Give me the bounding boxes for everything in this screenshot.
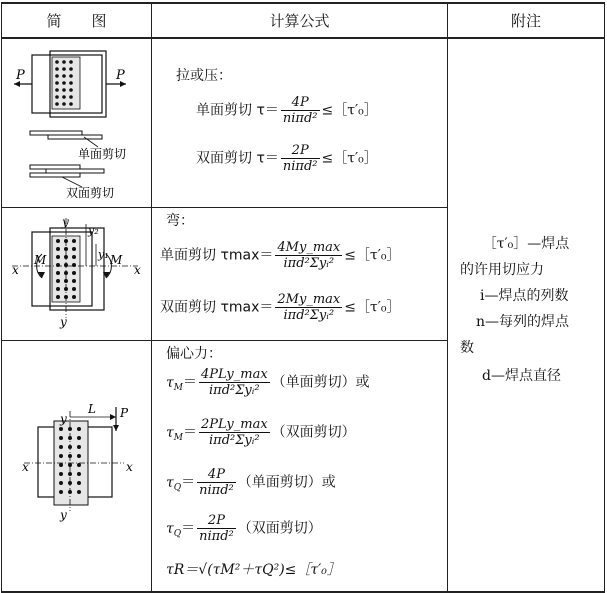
eccentric-shear-single-numerator: 4P <box>197 467 236 483</box>
axis-y-bottom: y <box>60 315 67 329</box>
bending-double-formula <box>160 292 401 323</box>
bending-double-prefix: 双面剪切 τmax＝ <box>160 299 274 316</box>
eccentric-shear-double-numerator: 2P <box>197 513 236 529</box>
bending-single-prefix: 单面剪切 τmax＝ <box>160 247 274 264</box>
lap-joint-bending-diagram <box>2 208 150 336</box>
eccentric-moment-double-formula: $\tau_M=$ $\frac{\text{2PLy\_max}}{\text{iπd²Σyᵢ²}}$ （双面剪切） <box>166 417 356 448</box>
single-shear-label: 单面剪切 <box>78 147 127 161</box>
tension-single-formula <box>196 95 378 126</box>
spot-weld-formula-table <box>1 2 605 593</box>
lap-joint-tension-diagram <box>2 39 150 203</box>
note-i-columns: i—焊点的列数 <box>480 288 569 304</box>
note-tau-allowed-cont: 的许用切应力 <box>460 262 544 278</box>
bending-single-fraction <box>275 240 342 271</box>
force-label-left: P <box>16 68 25 83</box>
eccentric-moment-double-note: （双面剪切） <box>271 424 356 441</box>
axis-y-top-eccentric: y <box>60 412 67 426</box>
bending-single-denominator: iπd²Σyᵢ² <box>283 256 335 271</box>
tau-q-symbol-1: $\tau_Q$ <box>166 474 182 493</box>
eccentric-moment-double-fraction <box>199 417 270 448</box>
note-n-points-cont: 数 <box>460 340 474 356</box>
bending-single-formula <box>160 240 401 271</box>
bending-single-suffix: ≤［τ′₀］ <box>344 247 401 264</box>
row2-diagram-cell <box>2 208 152 341</box>
bending-single-numerator: 4My_max <box>277 240 341 255</box>
bending-double-suffix: ≤［τ′₀］ <box>344 299 401 316</box>
tau-m-symbol-2: $\tau_M$ <box>166 424 183 443</box>
eccentric-shear-single-fraction <box>197 467 236 498</box>
eccentric-shear-double-formula: $\tau_Q=$ $\frac{2P}{\text{niπd²}}$ （双面剪切） <box>166 513 322 544</box>
tension-double-suffix: ≤［τ′₀］ <box>321 150 378 167</box>
eccentric-moment-double-denominator: iπd²Σyᵢ² <box>209 433 260 448</box>
eccentric-moment-double-numerator: 2PLy_max <box>200 417 268 432</box>
tension-single-prefix: 单面剪切 τ＝ <box>196 102 279 119</box>
axis-x-right-eccentric: x <box>126 460 133 474</box>
row1-diagram-cell <box>2 38 152 208</box>
tau-q-symbol-2: $\tau_Q$ <box>166 520 182 539</box>
tension-single-numerator: 4P <box>281 95 320 111</box>
lap-joint-eccentric-diagram <box>2 341 150 587</box>
row2-formula-cell <box>152 208 448 341</box>
tension-double-numerator: 2P <box>281 143 320 159</box>
tension-double-formula <box>196 143 378 174</box>
tension-double-fraction <box>281 143 320 174</box>
eccentric-moment-single-formula: $\tau_M=$ $\frac{\text{4PLy\_max}}{\text{iπd²Σyᵢ²}}$ （单面剪切）或 <box>166 367 370 398</box>
bending-double-denominator: iπd²Σyᵢ² <box>283 308 335 323</box>
tension-double-denominator: niπd² <box>282 159 318 174</box>
axis-y-bottom-eccentric: y <box>60 508 67 522</box>
tension-single-fraction <box>281 95 320 126</box>
tension-single-suffix: ≤［τ′₀］ <box>321 102 378 119</box>
tau-m-symbol-1: $\tau_M$ <box>166 374 183 393</box>
notes-cell <box>448 38 605 592</box>
eccentric-heading: 偏心力： <box>166 346 222 362</box>
eccentric-shear-single-note: （单面剪切）或 <box>237 474 336 491</box>
axis-x-left: x <box>12 263 19 277</box>
header-diagram: 简 图 <box>2 3 152 38</box>
distance-y2-label: y₂ <box>88 224 99 237</box>
eccentric-force-label: P <box>120 406 129 420</box>
bending-heading: 弯： <box>166 213 194 229</box>
header-notes: 附注 <box>448 3 605 38</box>
bending-double-numerator: 2My_max <box>277 292 341 307</box>
eccentric-moment-single-note: （单面剪切）或 <box>271 374 370 391</box>
tension-heading: 拉或压： <box>176 68 232 84</box>
row3-formula-cell <box>152 341 448 593</box>
header-formula: 计算公式 <box>152 3 448 38</box>
axis-y-top: y <box>62 215 69 229</box>
resultant-stress-formula: τR＝√(τM²＋τQ²)≤［τ′₀］ <box>166 562 341 578</box>
moment-label-right: M <box>110 253 123 267</box>
eccentric-shear-double-fraction <box>197 513 236 544</box>
force-label-right: P <box>116 68 125 83</box>
eccentric-moment-single-numerator: 4PLy_max <box>200 367 268 382</box>
axis-x-left-eccentric: x <box>22 460 29 474</box>
note-tau-allowed: ［τ′₀］—焊点 <box>482 236 570 252</box>
eccentric-moment-single-fraction <box>199 367 270 398</box>
eccentric-shear-double-denominator: niπd² <box>199 529 234 544</box>
distance-y1-label: y₁ <box>98 248 109 261</box>
double-shear-label: 双面剪切 <box>66 186 115 200</box>
table-row-tension <box>2 38 605 208</box>
lever-arm-label: L <box>88 402 96 416</box>
tension-single-denominator: niπd² <box>282 111 318 126</box>
eccentric-shear-double-note: （双面剪切） <box>237 520 322 537</box>
row1-formula-cell <box>152 38 448 208</box>
bending-double-fraction <box>275 292 342 323</box>
moment-label-left: M <box>34 253 47 267</box>
table-header-row <box>2 3 605 38</box>
eccentric-shear-single-denominator: niπd² <box>199 483 234 498</box>
eccentric-shear-single-formula: $\tau_Q=$ $\frac{4P}{\text{niπd²}}$ （单面剪切）或 <box>166 467 336 498</box>
note-n-points: n—每列的焊点 <box>476 314 570 330</box>
tension-double-prefix: 双面剪切 τ＝ <box>196 150 279 167</box>
row3-diagram-cell <box>2 341 152 593</box>
note-d-diameter: d—焊点直径 <box>482 368 561 384</box>
eccentric-moment-single-denominator: iπd²Σyᵢ² <box>209 383 260 398</box>
axis-x-right: x <box>134 263 141 277</box>
